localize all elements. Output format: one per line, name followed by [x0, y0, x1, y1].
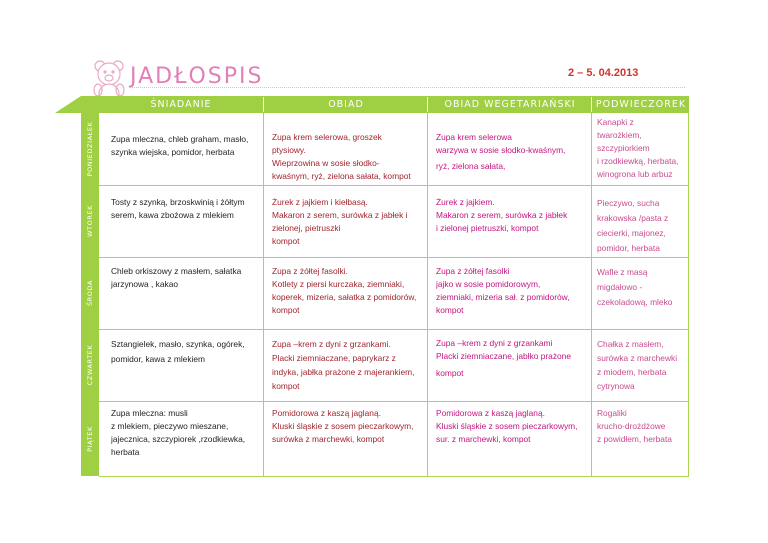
meal-line: i zielonej pietruszki, kompot	[436, 223, 539, 233]
snack-cell	[597, 265, 689, 310]
grid-line	[99, 401, 689, 402]
day-label-monday: PONIEDZIAŁEK	[86, 121, 94, 177]
column-header-dinner: OBIAD	[263, 97, 428, 112]
meal-line: Zupa –krem z dyni z grzankami	[436, 338, 553, 348]
breakfast-cell	[111, 407, 261, 459]
meal-line: kompot	[272, 305, 300, 315]
meal-line: kompot	[436, 368, 464, 378]
grid-line	[263, 113, 264, 476]
meal-line: Kluski śląskie z sosem pieczarkowym,	[272, 421, 414, 431]
snack-cell	[597, 407, 689, 446]
meal-line: kompot	[272, 381, 300, 391]
meal-line: pomidor, herbata	[597, 243, 660, 253]
breakfast-cell	[111, 337, 261, 367]
meal-line: Zupa z żółtej fasolki	[436, 266, 510, 276]
column-header-vegetarian: OBIAD WEGETARIAŃSKI	[427, 97, 592, 112]
column-header-band	[55, 96, 689, 113]
meal-line: surówka z marchewki	[597, 353, 678, 363]
meal-line: Zupa –krem z dyni z grzankami.	[272, 339, 391, 349]
meal-line: jajko w sosie pomidorowym,	[436, 279, 541, 289]
dinner-cell	[272, 407, 424, 446]
day-label-thursday: CZWARTEK	[86, 344, 94, 386]
meal-line: Zupa mleczna: musli	[111, 408, 188, 418]
meal-line: kompot	[436, 305, 464, 315]
meal-line: twarożkiem,	[597, 130, 642, 140]
column-header-snack: PODWIECZOREK	[591, 97, 690, 112]
meal-line: winogrona lub arbuz	[597, 169, 673, 179]
meal-line: kompot	[272, 236, 300, 246]
day-label-tuesday: WTOREK	[86, 205, 94, 237]
meal-line: koperek, mizeria, sałatka z pomidorów,	[272, 292, 417, 302]
dinner-cell	[272, 265, 424, 317]
snack-cell	[597, 196, 689, 256]
meal-line: Chałka z masłem,	[597, 339, 664, 349]
meal-line: indyka, jabłka prażone z majerankiem,	[272, 367, 415, 377]
meal-line: Zupa mleczna, chleb graham, masło,	[111, 134, 249, 144]
grid-line	[99, 329, 689, 330]
meal-line: z miodem, herbata	[597, 367, 667, 377]
meal-line: ciecierki, majonez,	[597, 228, 666, 238]
meal-line: i rzodkiewką, herbata,	[597, 156, 679, 166]
page-title: JADŁOSPIS	[130, 64, 264, 89]
meal-line: ziemniaki, mizeria sał. z pomidorów,	[436, 292, 570, 302]
meal-line: krakowska /pasta z	[597, 213, 669, 223]
meal-line: Kotlety z piersi kurczaka, ziemniaki,	[272, 279, 405, 289]
meal-line: warzywa w sosie słodko-kwaśnym,	[436, 145, 566, 155]
meal-line: Zupa z żółtej fasolki.	[272, 266, 348, 276]
divider	[130, 87, 685, 88]
grid-line	[99, 476, 689, 477]
meal-line: jajecznica, szczypiorek ,rzodkiewka,	[111, 434, 246, 444]
snack-cell	[597, 116, 689, 181]
grid-line	[99, 185, 689, 186]
meal-line: Sztangielek, masło, szynka, ogórek,	[111, 339, 245, 349]
meal-line: Makaron z serem, surówka z jabłek i	[272, 210, 408, 220]
vegetarian-cell	[436, 131, 588, 173]
meal-line: pomidor, kawa z mlekiem	[111, 354, 206, 364]
breakfast-cell	[111, 196, 261, 222]
meal-line: czekoladową, mleko	[597, 297, 673, 307]
meal-line: szczypiorkiem	[597, 143, 650, 153]
meal-line: Kluski śląskie z sosem pieczarkowym,	[436, 421, 578, 431]
vegetarian-cell	[436, 265, 588, 317]
grid-line	[427, 113, 428, 476]
breakfast-cell	[111, 265, 261, 291]
dinner-cell	[272, 196, 424, 248]
meal-line: krucho-drożdżowe	[597, 421, 666, 431]
meal-line: Żurek z jajkiem.	[436, 197, 495, 207]
meal-line: z mlekiem, pieczywo mieszane,	[111, 421, 229, 431]
meal-line: Żurek z jajkiem i kiełbasą.	[272, 197, 368, 207]
meal-line: Tosty z szynką, brzoskwinią i żółtym	[111, 197, 245, 207]
meal-line: migdałowo -	[597, 282, 643, 292]
dinner-cell	[272, 337, 424, 393]
meal-line: Rogaliki	[597, 408, 627, 418]
grid-line	[591, 113, 592, 476]
dinner-cell	[272, 131, 424, 183]
meal-line: zielonej, pietruszki	[272, 223, 341, 233]
meal-line: Placki ziemniaczane, paprykarz z	[272, 353, 396, 363]
vegetarian-cell	[436, 337, 588, 380]
date-range: 2 – 5. 04.2013	[568, 67, 639, 79]
meal-line: Placki ziemniaczane, jabłko prażone	[436, 351, 572, 361]
grid-line	[99, 257, 689, 258]
meal-line: ptysiowy.	[272, 145, 306, 155]
meal-line: jarzynowa , kakao	[111, 279, 179, 289]
meal-line: Kanapki z	[597, 117, 634, 127]
meal-line: kwaśnym, ryż, zielona sałata, kompot	[272, 171, 411, 181]
meal-line: Pomidorowa z kaszą jaglaną.	[436, 408, 545, 418]
snack-cell	[597, 337, 689, 393]
column-header-breakfast: ŚNIADANIE	[150, 99, 212, 110]
meal-line: Wieprzowina w sosie słodko-	[272, 158, 380, 168]
meal-line: szynka wiejska, pomidor, herbata	[111, 147, 235, 157]
meal-line: surówka z marchewki, kompot	[272, 434, 385, 444]
meal-line: z powidłem, herbata	[597, 434, 672, 444]
vegetarian-cell	[436, 407, 588, 446]
meal-line: Zupa krem selerowa, groszek	[272, 132, 382, 142]
day-label-friday: PIĄTEK	[86, 425, 94, 452]
meal-line: Pomidorowa z kaszą jaglaną.	[272, 408, 381, 418]
meal-line: cytrynowa	[597, 381, 635, 391]
breakfast-cell	[111, 133, 261, 159]
day-label-wednesday: ŚRODA	[86, 279, 94, 307]
vegetarian-cell	[436, 196, 588, 235]
meal-line: Zupa krem selerowa	[436, 132, 512, 142]
meal-line: sur. z marchewki, kompot	[436, 434, 531, 444]
meal-line: serem, kawa zbożowa z mlekiem	[111, 210, 234, 220]
meal-line: herbata	[111, 447, 140, 457]
meal-line: Makaron z serem, surówka z jabłek	[436, 210, 568, 220]
meal-line: Chleb orkiszowy z masłem, sałatka	[111, 266, 242, 276]
meal-line: Wafle z masą	[597, 267, 648, 277]
meal-line: Pieczywo, sucha	[597, 198, 660, 208]
meal-line: ryż, zielona sałata,	[436, 161, 506, 171]
